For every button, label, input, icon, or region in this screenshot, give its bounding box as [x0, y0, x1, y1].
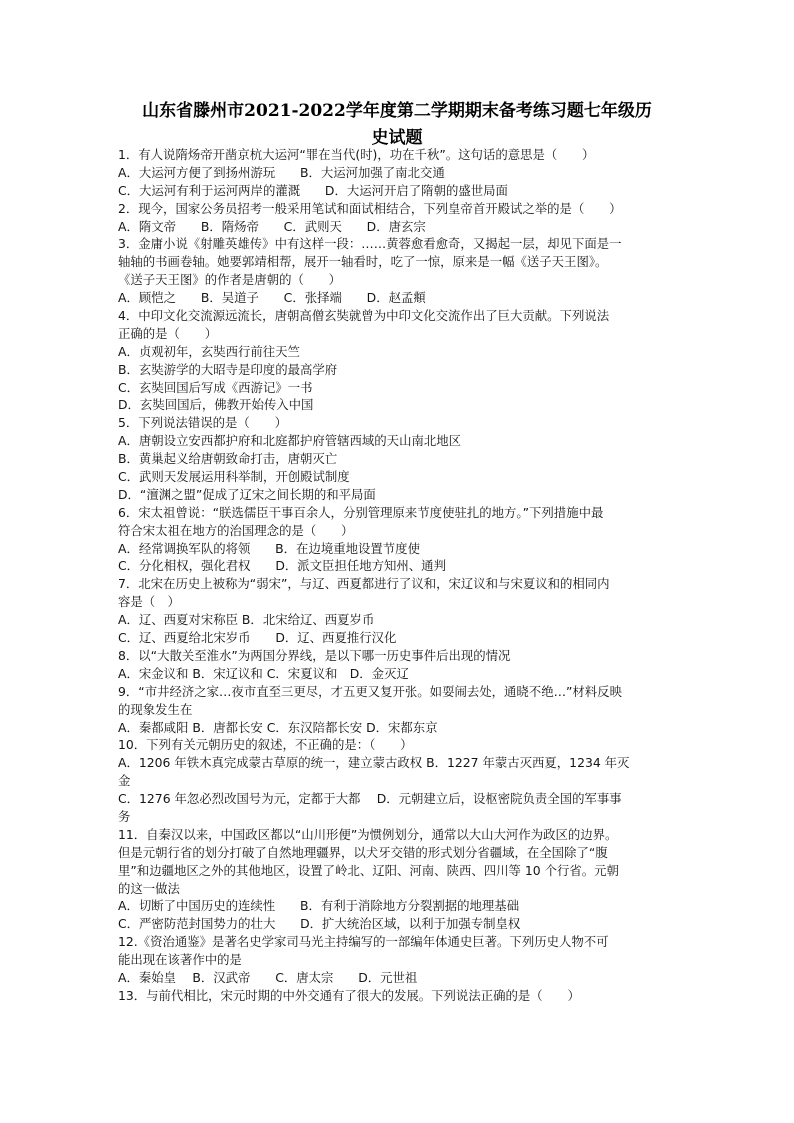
text-line: A．秦始皇 B．汉武帝 C．唐太宗 D．元世祖 [118, 969, 418, 985]
text-line: A．经常调换军队的将领 B．在边境重地设置节度使 [118, 540, 420, 556]
text-line: 的这一做法 [118, 880, 180, 896]
text-line: 金 [118, 773, 131, 789]
text-line: 能出现在该著作中的是 [118, 952, 242, 968]
text-line: 里”和边疆地区之外的其他地区，设置了岭北、辽阳、河南、陕西、四川等 10 个行省。元朝 [118, 862, 619, 878]
text-line: 务 [118, 808, 131, 824]
text-line: B．黄巢起义给唐朝致命打击，唐朝灭亡 [118, 451, 338, 467]
text-line: C．1276 年忽必烈改国号为元，定都于大都 D．元朝建立后，设枢密院负责全国的军事事 [118, 791, 622, 807]
text-line: 10．下列有关元朝历史的叙述，不正确的是：（ ） [118, 737, 413, 753]
text-line: C．辽、西夏给北宋岁币 D．辽、西夏推行汉化 [118, 630, 397, 646]
text-line: 的现象发生在 [118, 701, 193, 717]
text-line: A．大运河方便了到扬州游玩 B．大运河加强了南北交通 [118, 164, 445, 180]
text-line: 9．“市井经济之家…夜市直至三更尽，才五更又复开张。如耍闹去处，通晓不绝…”材料反映 [118, 683, 622, 699]
exam-title [100, 98, 694, 152]
text-line: A．隋文帝 B．隋炀帝 C．武则天 D．唐玄宗 [118, 218, 426, 234]
text-line: 7．北宋在历史上被称为“弱宋”，与辽、西夏都进行了议和，宋辽议和与宋夏议和的相同内 [118, 576, 610, 592]
text-line: 6．宋太祖曾说：“朕选儒臣干事百余人，分别管理原来节度使驻扎的地方。”下列措施中最 [118, 504, 604, 520]
text-line: D．“澶渊之盟”促成了辽宋之间长期的和平局面 [118, 486, 376, 502]
text-line: C．玄奘回国后写成《西游记》一书 [118, 379, 313, 395]
text-line: 11．自秦汉以来，中国政区都以“山川形便”为惯例划分，通常以大山大河作为政区的边界。 [118, 826, 618, 842]
text-line: 4．中印文化交流源远流长，唐朝高僧玄奘就曾为中印文化交流作出了巨大贡献。下列说法 [118, 308, 610, 324]
text-line: 13．与前代相比，宋元时期的中外交通有了很大的发展。下列说法正确的是（ ） [118, 987, 580, 1003]
text-line: C．分化相权，强化君权 D．派文臣担任地方知州、通判 [118, 558, 446, 574]
text-line: A．1206 年铁木真完成蒙古草原的统一，建立蒙古政权 B．1227 年蒙古灭西夏，1234 年灭 [118, 755, 630, 771]
text-line: 符合宋太祖在地方的治国理念的是（ ） [118, 522, 354, 538]
text-line: C．严密防范封国势力的壮大 D．扩大统治区域，以利于加强专制皇权 [118, 916, 521, 932]
text-line: 轴轴的书画卷轴。她要郭靖相帮，展开一轴看时，吃了一惊，原来是一幅《送子天王图》。 [118, 254, 608, 270]
text-line: A．顾恺之 B．吴道子 C．张择端 D．赵孟頫 [118, 290, 426, 306]
text-line: 3．金庸小说《射雕英雄传》中有这样一段：……黄蓉愈看愈奇，又揭起一层，却见下面是一 [118, 236, 622, 252]
text-line: 《送子天王图》的作者是唐朝的（ ） [118, 272, 342, 288]
text-line: A．贞观初年，玄奘西行前往天竺 [118, 343, 300, 359]
text-line: 正确的是（ ） [118, 325, 218, 341]
text-line: D．玄奘回国后，佛教开始传入中国 [118, 397, 314, 413]
text-line: 容是（ ） [118, 594, 180, 610]
text-line: B．玄奘游学的大昭寺是印度的最高学府 [118, 361, 338, 377]
text-line: 12.《资治通鉴》是著名史学家司马光主持编写的一部编年体通史巨著。下列历史人物不可 [118, 934, 609, 950]
text-line: 2．现今，国家公务员招考一般采用笔试和面试相结合，下列皇帝首开殿试之举的是（ ） [118, 200, 622, 216]
text-line: 1．有人说隋炀帝开凿京杭大运河“罪在当代(时)，功在千秋”。这句话的意思是（ ） [118, 147, 595, 162]
text-line: 8．以“大散关至淮水”为两国分界线，是以下哪一历史事件后出现的情况 [118, 647, 511, 663]
text-line: A．唐朝设立安西都护府和北庭都护府管辖西域的天山南北地区 [118, 433, 462, 449]
text-line: 5．下列说法错误的是（ ） [118, 415, 287, 431]
title-line-1: 山东省滕州市2021-2022学年度第二学期期末备考练习题七年级历 [142, 101, 652, 121]
text-line: C．武则天发展运用科举制，开创殿试制度 [118, 469, 350, 485]
question-body [118, 146, 684, 1005]
text-line: C．大运河有利于运河两岸的灌溉 D．大运河开启了隋朝的盛世局面 [118, 182, 508, 198]
text-line: A．宋金议和 B．宋辽议和 C．宋夏议和 D．金灭辽 [118, 665, 409, 681]
text-line: A．切断了中国历史的连续性 B．有利于消除地方分裂割据的地理基础 [118, 898, 520, 914]
text-line: A．辽、西夏对宋称臣 B．北宋给辽、西夏岁币 [118, 612, 375, 628]
text-line: 但是元朝行省的划分打破了自然地理疆界，以犬牙交错的形式划分省疆域，在全国除了“腹 [118, 844, 608, 860]
title-line-2: 史试题 [371, 128, 423, 148]
text-line: A．秦都咸阳 B．唐都长安 C．东汉陪都长安 D．宋都东京 [118, 719, 438, 735]
